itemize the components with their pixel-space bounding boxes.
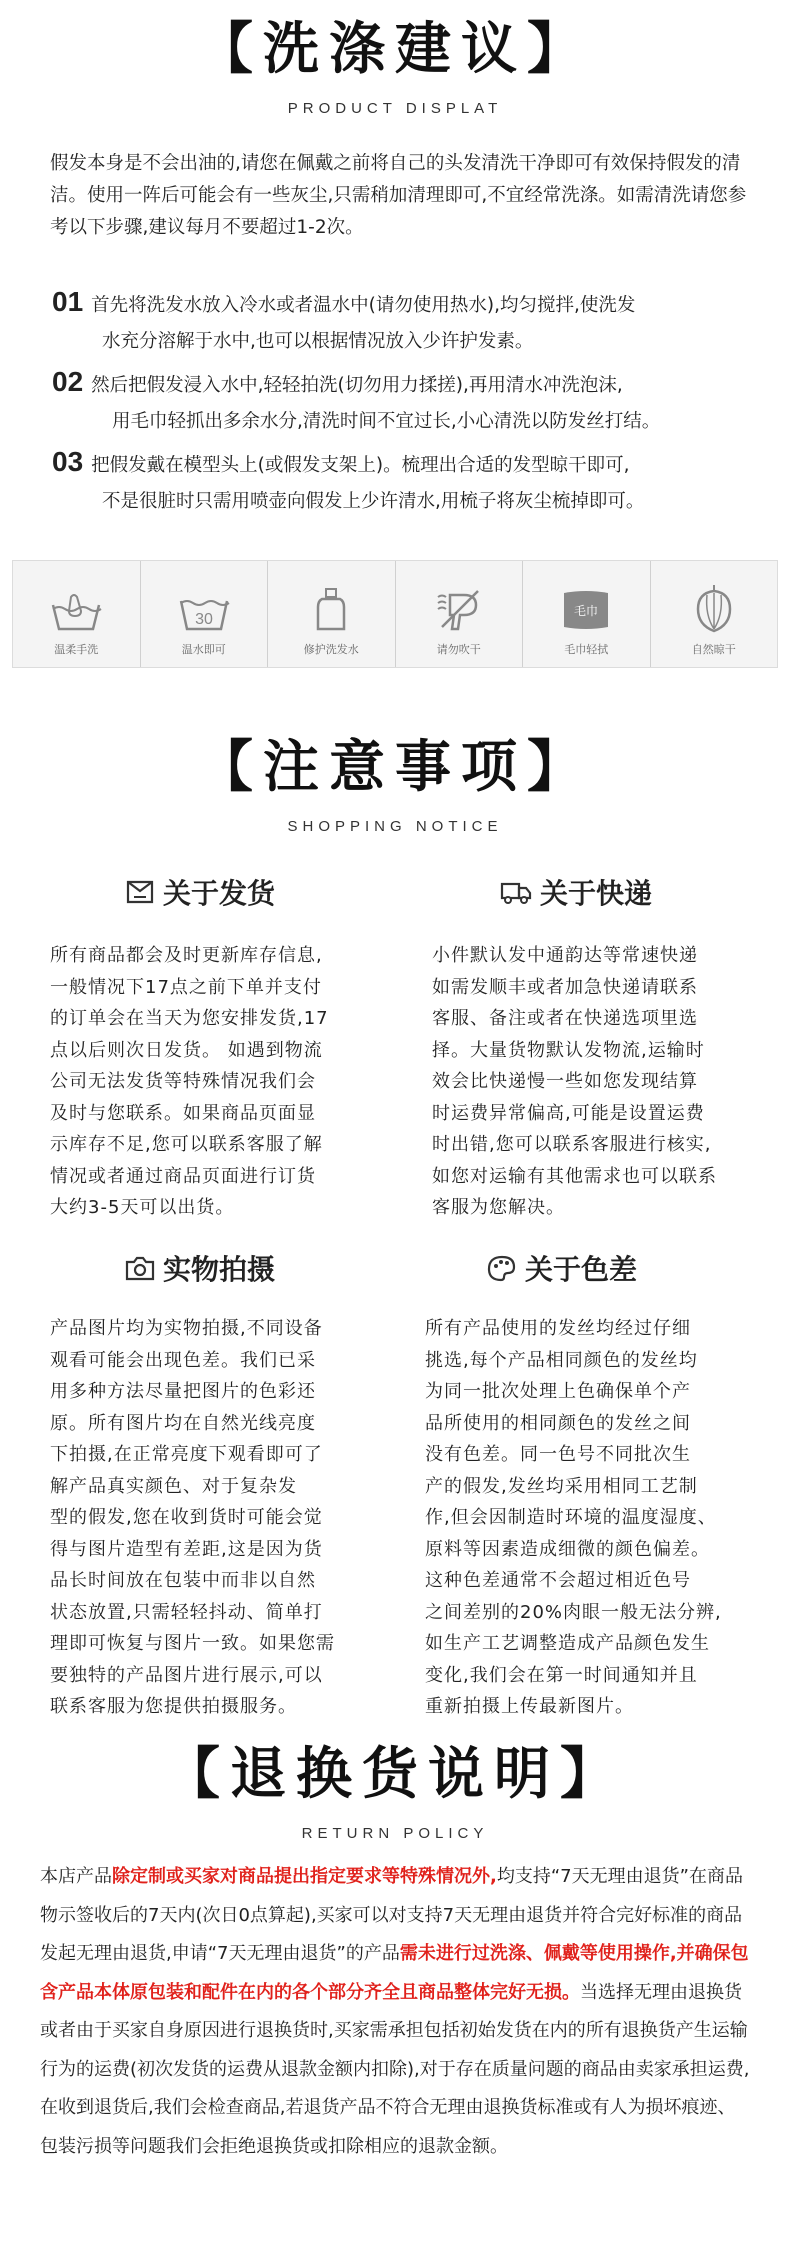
express-heading-text: 关于快递 bbox=[540, 877, 653, 910]
care-label: 自然晾干 bbox=[691, 643, 736, 656]
text-line: 情况或者通过商品页面进行订货 bbox=[50, 1165, 316, 1187]
step-line: 首先将洗发水放入冷水或者温水中(请勿使用热水),均匀搅拌,使洗发 bbox=[91, 295, 636, 316]
text-line: 点以后则次日发货。 如遇到物流 bbox=[50, 1039, 323, 1061]
returns-text: 当选择无理由退换货或者由于买家自身原因进行退换货时,买家需承担包括初始发货在内的所有退换货产生运输行为的运费(初次发货的运费从退款金额内扣除),对于存在质量问题的商品由卖家承担运费,在收到退货后,我们会检查商品,若退货产品不符合无理由退换货标准或有人为损坏痕迹、包装污损等问题我们会拒绝退换货或扣除相应的退款金额。 bbox=[40, 1981, 750, 2157]
shipping-heading-text: 关于发货 bbox=[163, 877, 276, 910]
care-cell bbox=[13, 561, 141, 667]
returns-highlight: 需未进行过洗涤、佩戴等使用操作,并确保包含产品本体原包装和配件在内的各个部分齐全且商品整体完好无损。 bbox=[40, 1943, 749, 2003]
shampoo-bottle-icon bbox=[304, 587, 358, 633]
returns-highlight: 除定制或买家对商品提出指定要求等特殊情况外, bbox=[112, 1866, 497, 1887]
text-line: 小件默认发中通韵达等常速快递 bbox=[432, 945, 698, 966]
text-line: 挑选,每个产品相同颜色的发丝均 bbox=[425, 1349, 698, 1371]
returns-text: 本店产品 bbox=[40, 1866, 112, 1887]
text-line: 大约3-5天可以出货。 bbox=[50, 1197, 235, 1218]
care-cell bbox=[651, 561, 778, 667]
step-number: 01 bbox=[52, 286, 84, 317]
text-line: 品长时间放在包装中而非以自然 bbox=[50, 1570, 316, 1591]
text-line: 所有产品使用的发丝均经过仔细 bbox=[425, 1318, 691, 1339]
wash-step-1 bbox=[52, 284, 762, 360]
text-line: 为同一批次处理上色确保单个产 bbox=[425, 1381, 691, 1402]
text-line: 用多种方法尽量把图片的色彩还 bbox=[50, 1381, 316, 1402]
text-line: 产的假发,发丝均采用相同工艺制 bbox=[425, 1475, 698, 1497]
text-line: 及时与您联系。如果商品页面显 bbox=[50, 1102, 316, 1124]
step-line: 用毛巾轻抓出多余水分,清洗时间不宜过长,小心清洗以防发丝打结。 bbox=[112, 411, 661, 432]
care-label: 温水即可 bbox=[181, 643, 226, 656]
step-line: 把假发戴在模型头上(或假发支架上)。梳理出合适的发型晾干即可, bbox=[91, 455, 630, 476]
text-line: 观看可能会出现色差。我们已采 bbox=[50, 1349, 316, 1371]
returns-text: 均支持“7天无理由退货”在商品物示签收后的7天内(次日0点算起),买家可以对支持7天无理由退货并符合完好标准的商品发起无理由退货,申请“7天无理由退货”的产品 bbox=[40, 1866, 743, 1964]
wash-subtitle: PRODUCT DISPLAT bbox=[287, 100, 503, 117]
text-line: 重新拍摄上传最新图片。 bbox=[425, 1696, 634, 1717]
photo-text bbox=[50, 1313, 380, 1723]
care-label: 温柔手洗 bbox=[54, 643, 99, 656]
step-number: 02 bbox=[52, 366, 84, 397]
text-line: 下拍摄,在正常亮度下观看即可了 bbox=[50, 1444, 323, 1465]
text-line: 效会比快递慢一些如您发现结算 bbox=[432, 1071, 698, 1092]
text-line: 作,但会因制造时环境的温度湿度、 bbox=[425, 1507, 717, 1528]
step-number: 03 bbox=[52, 446, 84, 477]
text-line: 择。大量货物默认发物流,运输时 bbox=[432, 1039, 705, 1061]
returns-subtitle: RETURN POLICY bbox=[301, 1825, 489, 1842]
text-line: 状态放置,只需轻轻抖动、简单打 bbox=[50, 1601, 323, 1623]
notice-title: 【注意事项】 bbox=[197, 735, 593, 800]
camera-icon bbox=[125, 1255, 155, 1281]
wash-intro: 假发本身是不会出油的,请您在佩戴之前将自己的头发清洗干净即可有效保持假发的清洁。使用一阵后可能会有一些灰尘,只需稍加清理即可,不宜经常洗涤。如需清洗请您参考以下步骤,建议每月不要超过1-2次。 bbox=[50, 153, 747, 238]
text-line: 没有色差。同一色号不同批次生 bbox=[425, 1444, 691, 1465]
text-line: 示库存不足,您可以联系客服了解 bbox=[50, 1134, 323, 1155]
text-line: 理即可恢复与图片一致。如果您需 bbox=[50, 1633, 335, 1654]
text-line: 一般情况下17点之前下单并支付 bbox=[50, 976, 322, 998]
care-label: 修护洗发水 bbox=[303, 643, 359, 656]
text-line: 时运费异常偏高,可能是设置运费 bbox=[432, 1102, 705, 1124]
care-value: 30 bbox=[194, 611, 213, 628]
palette-icon bbox=[487, 1254, 517, 1282]
photo-heading-text: 实物拍摄 bbox=[163, 1253, 276, 1286]
care-cell bbox=[268, 561, 396, 667]
step-line: 然后把假发浸入水中,轻轻拍洗(切勿用力揉搓),再用清水冲洗泡沫, bbox=[91, 375, 623, 396]
text-line: 变化,我们会在第一时间通知并且 bbox=[425, 1664, 698, 1686]
care-icons-row bbox=[12, 560, 778, 668]
text-line: 客服、备注或者在快递选项里选 bbox=[432, 1008, 698, 1029]
text-line: 原料等因素造成细微的颜色偏差。 bbox=[425, 1538, 710, 1560]
wash-title: 【洗涤建议】 bbox=[197, 17, 593, 82]
text-line: 客服为您解决。 bbox=[432, 1197, 565, 1218]
warm-water-30-icon bbox=[177, 591, 231, 633]
care-label: 请勿吹干 bbox=[436, 643, 481, 656]
no-hair-dryer-icon bbox=[432, 587, 486, 633]
care-cell bbox=[141, 561, 269, 667]
hanger-dry-icon bbox=[687, 583, 741, 633]
color-heading bbox=[487, 1248, 637, 1288]
care-cell bbox=[396, 561, 524, 667]
text-line: 这种色差通常不会超过相近色号 bbox=[425, 1570, 691, 1591]
wash-step-3 bbox=[52, 444, 762, 520]
notice-subtitle: SHOPPING NOTICE bbox=[287, 818, 503, 835]
returns-title: 【退换货说明】 bbox=[164, 1742, 626, 1807]
text-line: 的订单会在当天为您安排发货,17 bbox=[50, 1008, 329, 1029]
text-line: 型的假发,您在收到货时可能会觉 bbox=[50, 1507, 323, 1528]
care-value: 毛巾 bbox=[574, 604, 599, 618]
text-line: 产品图片均为实物拍摄,不同设备 bbox=[50, 1318, 323, 1339]
hand-wash-icon bbox=[49, 591, 103, 633]
color-text bbox=[425, 1313, 765, 1723]
text-line: 如您对运输有其他需求也可以联系 bbox=[432, 1165, 717, 1187]
care-label: 毛巾轻拭 bbox=[564, 643, 609, 656]
express-text bbox=[432, 940, 762, 1224]
text-line: 之间差别的20%肉眼一般无法分辨, bbox=[425, 1601, 722, 1623]
text-line: 如生产工艺调整造成产品颜色发生 bbox=[425, 1633, 710, 1654]
text-line: 公司无法发货等特殊情况我们会 bbox=[50, 1071, 316, 1092]
truck-icon bbox=[500, 878, 532, 906]
text-line: 所有商品都会及时更新库存信息, bbox=[50, 945, 323, 966]
shipping-heading bbox=[125, 872, 275, 912]
step-line: 不是很脏时只需用喷壶向假发上少许清水,用梳子将灰尘梳掉即可。 bbox=[102, 491, 645, 512]
package-icon bbox=[125, 878, 155, 906]
text-line: 联系客服为您提供拍摄服务。 bbox=[50, 1696, 297, 1717]
text-line: 解产品真实颜色、对于复杂发 bbox=[50, 1475, 297, 1497]
express-heading bbox=[500, 872, 652, 912]
step-line: 水充分溶解于水中,也可以根据情况放入少许护发素。 bbox=[102, 331, 534, 352]
shipping-text bbox=[50, 940, 370, 1224]
wash-step-2 bbox=[52, 364, 762, 440]
text-line: 要独特的产品图片进行展示,可以 bbox=[50, 1664, 323, 1686]
text-line: 时出错,您可以联系客服进行核实, bbox=[432, 1134, 712, 1155]
photo-heading bbox=[125, 1248, 275, 1288]
text-line: 原。所有图片均在自然光线亮度 bbox=[50, 1412, 316, 1434]
text-line: 品所使用的相同颜色的发丝之间 bbox=[425, 1412, 691, 1434]
returns-policy-text bbox=[40, 1858, 752, 2166]
text-line: 如需发顺丰或者加急快递请联系 bbox=[432, 976, 698, 998]
towel-icon bbox=[556, 587, 616, 633]
text-line: 得与图片造型有差距,这是因为货 bbox=[50, 1538, 323, 1560]
color-heading-text: 关于色差 bbox=[525, 1253, 638, 1286]
care-cell bbox=[523, 561, 651, 667]
